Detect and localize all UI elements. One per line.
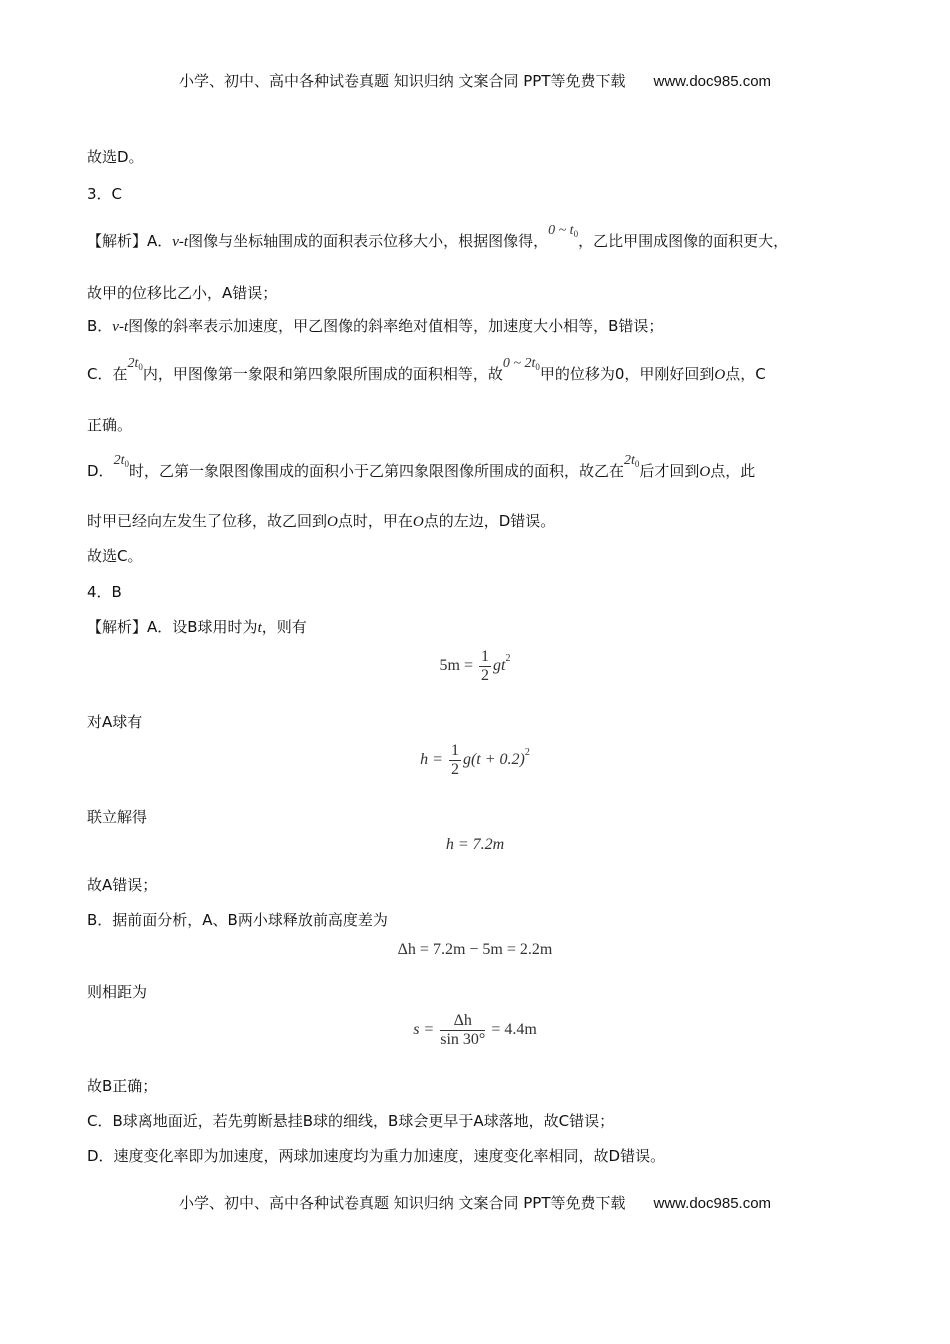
q3-analysis-d: D．$2t_0$时，乙第一象限图像围成的面积小于乙第四象限图像所围成的面积，故乙在$2t_0$后才回到O点，此 xyxy=(87,453,756,480)
q4-analysis-b: B．据前面分析，A、B两小球释放前高度差为 xyxy=(87,911,388,929)
header-text: 小学、初中、高中各种试卷真题 知识归纳 文案合同 PPT等免费下载 xyxy=(178,72,626,90)
q3-analysis-b: B．v-t图像的斜率表示加速度，甲乙图像的斜率绝对值相等，加速度大小相等，B错误； xyxy=(87,317,664,335)
q3-analysis-a-cont: 故甲的位移比乙小，A错误； xyxy=(87,284,278,302)
q4-solve: 联立解得 xyxy=(87,808,148,826)
footer-url[interactable]: www.doc985.com xyxy=(653,1195,772,1212)
equation-2: h = $\frac{1}{2}$ $g(t + 0.2)^2$ xyxy=(420,742,530,778)
q4-analysis-c: C．B球离地面近，若先剪断悬挂B球的细线，B球会更早于A球落地，故C错误； xyxy=(87,1112,615,1130)
equation-4: Δh = 7.2m − 5m = 2.2m xyxy=(397,941,553,958)
q3-analysis-c: C．在$2t_0$内，甲图像第一象限和第四象限所围成的面积相等，故0 ~ $2t_0$甲的位移为0，甲刚好回到O点，C xyxy=(87,356,766,383)
page-header xyxy=(0,70,950,91)
q4a-conclusion: 故A错误； xyxy=(87,876,158,894)
q3-analysis-d-cont: 时甲已经向左发生了位移，故乙回到O点时，甲在O点的左边，D错误。 xyxy=(87,512,556,530)
answer-line: 故选D。 xyxy=(87,148,144,166)
q4b-conclusion: 故B正确； xyxy=(87,1077,158,1095)
equation-1: 5m = $\frac{1}{2}$ $gt^2$ xyxy=(439,648,511,684)
equation-5: s = $\frac{\Delta h}{\sin 30^\circ}$ = 4.4m xyxy=(413,1012,537,1048)
header-url[interactable]: www.doc985.com xyxy=(653,73,772,90)
footer-text: 小学、初中、高中各种试卷真题 知识归纳 文案合同 PPT等免费下载 xyxy=(178,1194,626,1212)
q3-analysis-c-cont: 正确。 xyxy=(87,416,133,434)
question-4-answer: 4．B xyxy=(87,583,122,601)
q4-distance: 则相距为 xyxy=(87,983,148,1001)
q4-analysis-d: D．速度变化率即为加速度，两球加速度均为重力加速度，速度变化率相同，故D错误。 xyxy=(87,1147,666,1165)
question-3-answer: 3．C xyxy=(87,185,123,203)
q4-analysis-a: 【解析】A．设B球用时为t，则有 xyxy=(87,618,307,636)
q3-analysis-a: 【解析】A．v-t图像与坐标轴围成的面积表示位移大小，根据图像得，0 ~ $t_0$，乙比甲围成图像的面积更大， xyxy=(87,223,789,250)
page-footer xyxy=(0,1192,950,1213)
q3-conclusion: 故选C。 xyxy=(87,547,143,565)
equation-3: h = 7.2m xyxy=(445,836,505,853)
q4-for-a: 对A球有 xyxy=(87,713,143,731)
